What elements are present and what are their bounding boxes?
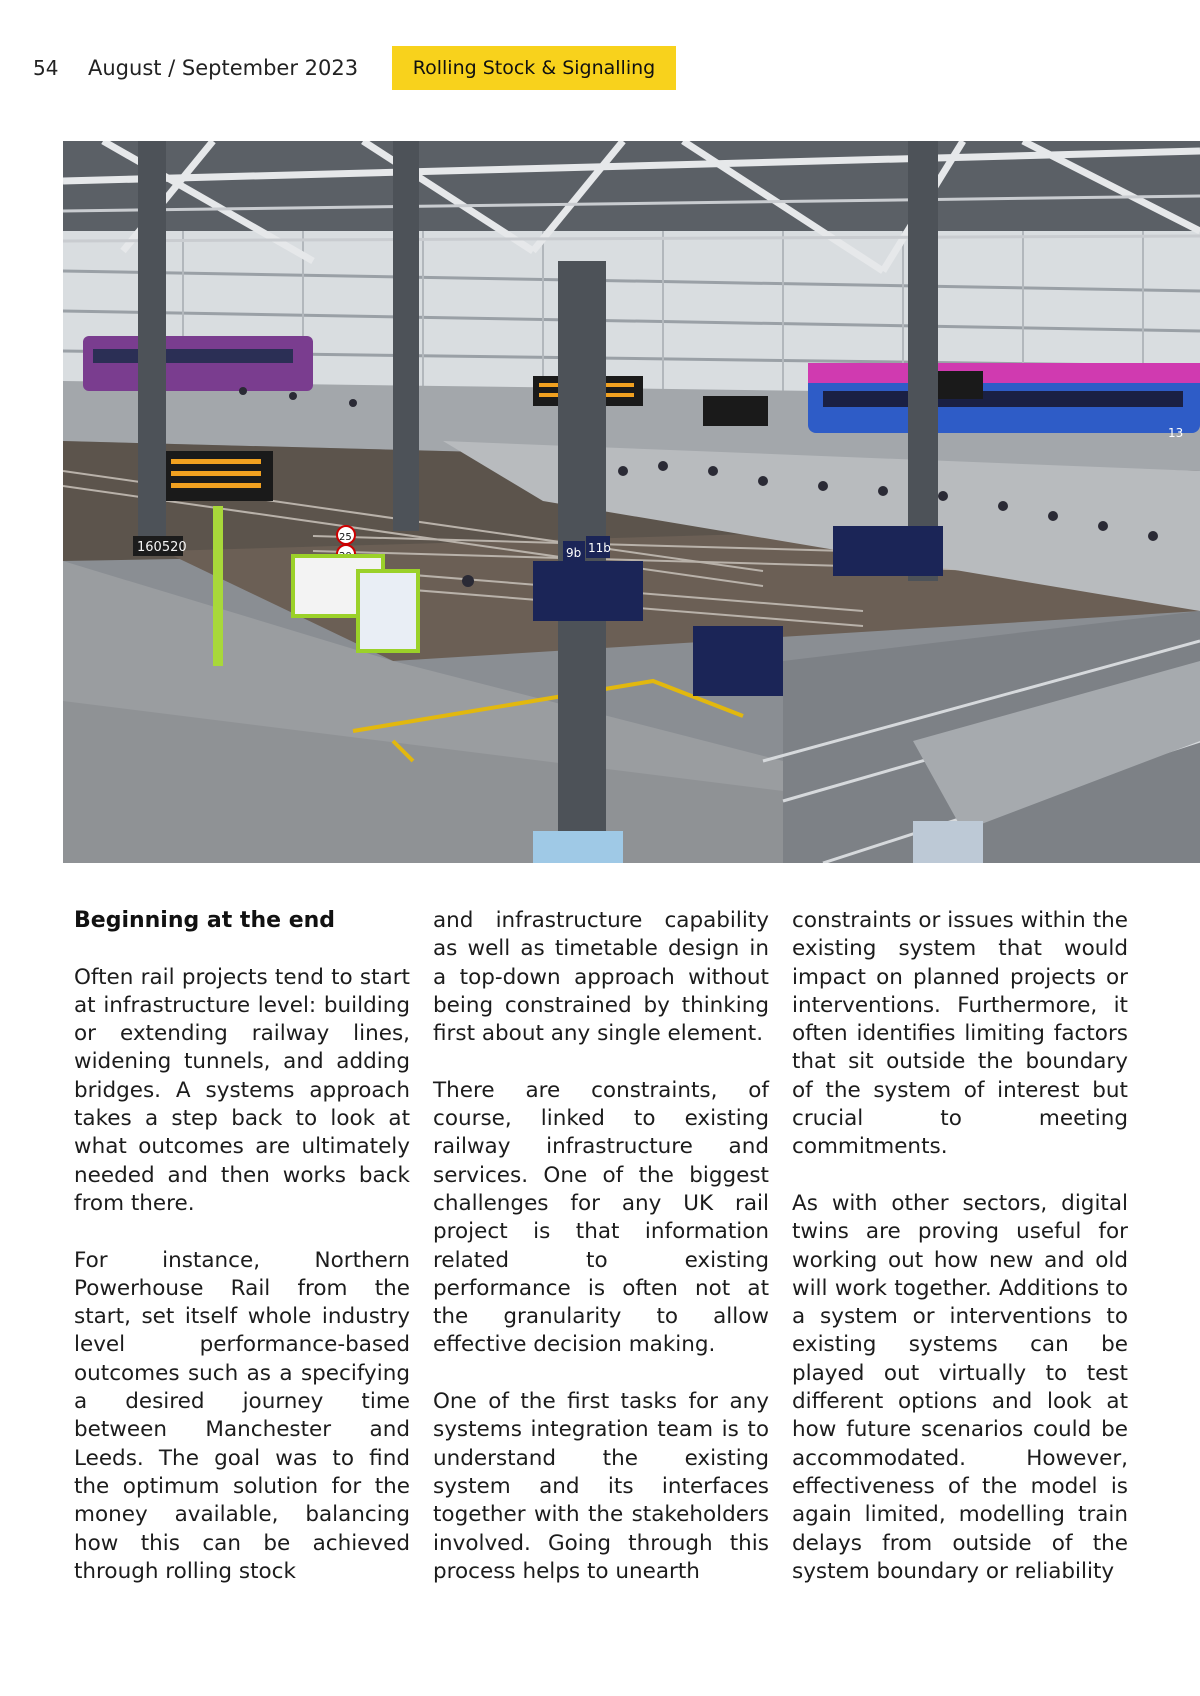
paragraph: As with other sectors, digital twins are proving useful for working out how new and old will work together. Additions to a system or interventions to existing systems can be played out virtually to test different options and look at how future scenarios could be accommodated. However, effectiveness of the model is again limited, modelling train delays from outside of the system boundary or reliability xyxy=(792,1190,1128,1584)
issue-date: August / September 2023 xyxy=(88,56,359,80)
platform-11b-label: 11b xyxy=(588,541,611,555)
page-number: 54 xyxy=(33,56,59,80)
paragraph: constraints or issues within the existing system that would impact on planned projects or interventions. Furthermore, it often identifies limiting factors that sit outside the boundary of the system of interest but crucial to meeting commitments. xyxy=(792,908,1128,1160)
paragraph: and infrastructure capability as well as timetable design in a top-down approach without being constrained by thinking first about any single element. xyxy=(433,908,769,1047)
article-column-2 xyxy=(433,907,769,1614)
speed-25-label: 25 xyxy=(339,532,352,543)
platform-9b-label: 9b xyxy=(566,546,582,560)
article-column-1 xyxy=(74,907,410,1614)
article-column-3 xyxy=(792,907,1128,1614)
paragraph: There are constraints, of course, linked to existing railway infrastructure and services. One of the biggest challenges for any UK rail project is that information related to existing performance is often not at the granularity to allow effective decision making. xyxy=(433,1077,769,1358)
paragraph: One of the first tasks for any systems integration team is to understand the existing system and its interfaces together with the stakeholders involved. Going through this process helps to unearth xyxy=(433,1389,769,1584)
train-number-label: 160520 xyxy=(137,540,187,555)
station-photo xyxy=(63,141,1200,863)
section-heading: Beginning at the end xyxy=(74,908,336,933)
paragraph: Often rail projects tend to start at infrastructure level: building or extending railway lines, widening tunnels, and adding bridges. A systems approach takes a step back to look at what outcomes are ultimately needed and then works back from there. xyxy=(74,964,410,1216)
platform-13-label: 13 xyxy=(1168,426,1184,440)
page-header xyxy=(0,0,1200,110)
paragraph: For instance, Northern Powerhouse Rail from the start, set itself whole industry level performance-based outcomes such as a specifying a desired journey time between Manchester and Leeds. The goal was to find the optimum solution for the money available, balancing how this can be achieved through rolling stock xyxy=(74,1247,410,1584)
section-tag: Rolling Stock & Signalling xyxy=(392,46,676,90)
